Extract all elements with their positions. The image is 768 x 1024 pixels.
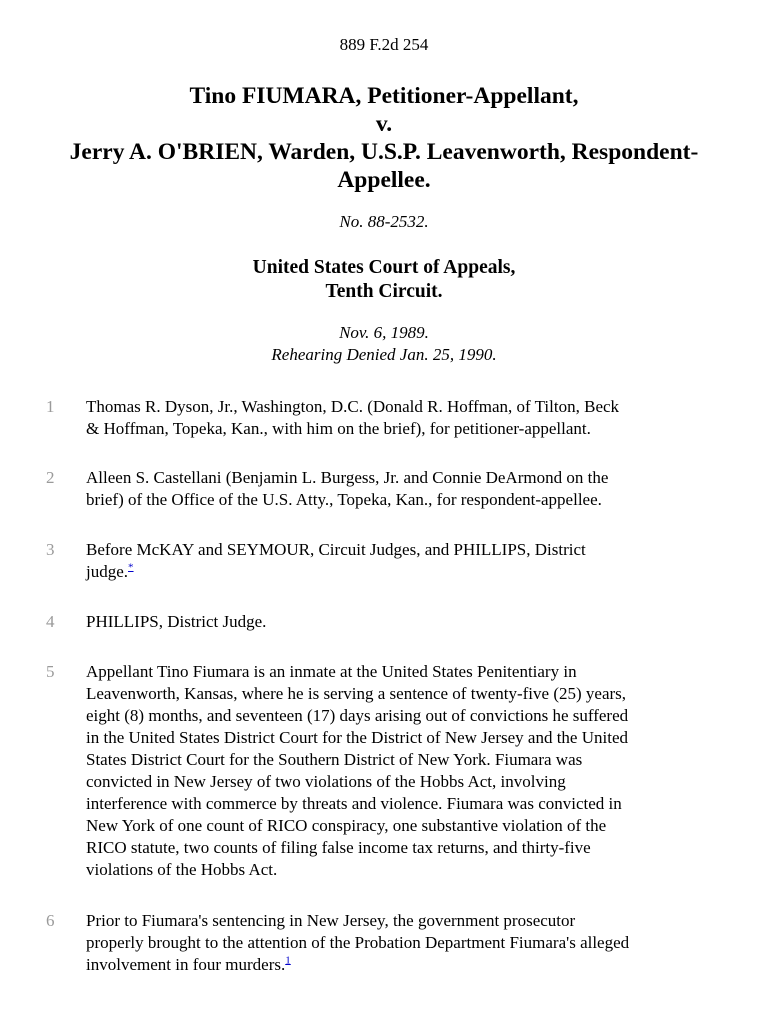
paragraph-line: Leavenworth, Kansas, where he is serving a sentence of twenty-five (25) years, (86, 684, 627, 703)
paragraph-line: brief) of the Office of the U.S. Atty., Topeka, Kan., for respondent-appellee. (86, 490, 602, 509)
reporter-citation: 889 F.2d 254 (339, 35, 429, 54)
paragraph-text (86, 396, 736, 440)
paragraph-line: interference with commerce by threats and violence. Fiumara was convicted in (86, 794, 622, 813)
paragraph-text (86, 539, 736, 583)
paragraph-line: Prior to Fiumara's sentencing in New Jersey, the government prosecutor (86, 911, 576, 930)
paragraph-text (86, 910, 736, 976)
docket-number: No. 88-2532. (339, 212, 429, 231)
paragraph-line: properly brought to the attention of the Probation Department Fiumara's alleged (86, 933, 630, 952)
paragraph-line (86, 954, 736, 976)
case-caption (30, 82, 738, 194)
paragraph-line: Before McKAY and SEYMOUR, Circuit Judges, and PHILLIPS, District (86, 540, 586, 559)
paragraph-line-text: judge. (86, 562, 129, 581)
paragraph-line: New York of one count of RICO conspiracy, one substantive violation of the (86, 816, 607, 835)
paragraph-line: RICO statute, two counts of filing false income tax returns, and thirty-five (86, 838, 591, 857)
paragraph-line: Alleen S. Castellani (Benjamin L. Burgess, Jr. and Connie DeArmond on the (86, 468, 609, 487)
paragraph-text (86, 611, 736, 633)
footnote-link[interactable]: 1 (285, 954, 291, 967)
footnote-link[interactable]: * (128, 561, 134, 574)
paragraph-line: Thomas R. Dyson, Jr., Washington, D.C. (Donald R. Hoffman, of Tilton, Beck (86, 397, 620, 416)
paragraph-number: 2 (46, 468, 55, 487)
paragraph-text (86, 467, 736, 511)
caption-versus: v. (375, 111, 393, 137)
caption-appellee: Jerry A. O'BRIEN, Warden, U.S.P. Leavenworth, Respondent- (69, 139, 699, 165)
paragraph-text (86, 661, 736, 881)
paragraph-line: PHILLIPS, District Judge. (86, 612, 267, 631)
paragraph-line: & Hoffman, Topeka, Kan., with him on the brief), for petitioner-appellant. (86, 419, 591, 438)
paragraph-line: eight (8) months, and seventeen (17) days arising out of convictions he suffered (86, 706, 629, 725)
court-name-line2: Tenth Circuit. (325, 281, 443, 302)
paragraph-line: Appellant Tino Fiumara is an inmate at the United States Penitentiary in (86, 662, 577, 681)
paragraph-line: States District Court for the Southern District of New York. Fiumara was (86, 750, 583, 769)
paragraph-line-text: involvement in four murders. (86, 955, 286, 974)
court-name (0, 256, 768, 304)
paragraph-line: convicted in New Jersey of two violations of the Hobbs Act, involving (86, 772, 566, 791)
paragraph-line: in the United States District Court for the District of New Jersey and the United (86, 728, 628, 747)
paragraph-number: 6 (46, 911, 55, 930)
caption-appellee-cont: Appellee. (337, 167, 431, 193)
court-name-line1: United States Court of Appeals, (252, 257, 516, 278)
paragraph-number: 3 (46, 540, 55, 559)
paragraph-line: violations of the Hobbs Act. (86, 860, 278, 879)
paragraph-number: 4 (46, 612, 55, 631)
paragraph-number: 5 (46, 662, 55, 681)
paragraph-line (86, 561, 736, 583)
decided-date: Nov. 6, 1989. (339, 323, 429, 342)
rehearing-date: Rehearing Denied Jan. 25, 1990. (271, 345, 497, 364)
decision-dates (0, 322, 768, 366)
paragraph-number: 1 (46, 397, 55, 416)
caption-appellant: Tino FIUMARA, Petitioner-Appellant, (189, 83, 579, 109)
